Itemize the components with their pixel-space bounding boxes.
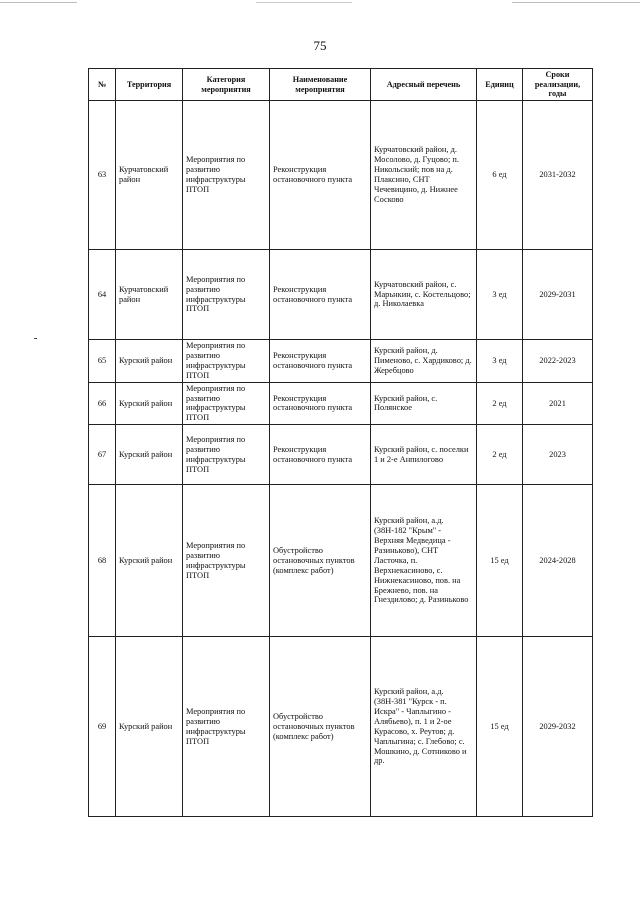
row-units: 3 ед bbox=[477, 340, 523, 383]
column-header-num: № bbox=[89, 69, 116, 101]
row-territory: Курский район bbox=[116, 485, 183, 637]
row-address: Курский район, д. Пименово, с. Хардиково; д. Жеребцово bbox=[371, 340, 477, 383]
row-num: 66 bbox=[89, 382, 116, 425]
table-header-row bbox=[89, 69, 593, 101]
table-row bbox=[89, 250, 593, 340]
column-header-territory: Территория bbox=[116, 69, 183, 101]
page-number: 75 bbox=[313, 38, 327, 53]
row-category: Мероприятия по развитию инфраструктуры ПТОП bbox=[183, 382, 270, 425]
column-header-units: Единиц bbox=[477, 69, 523, 101]
row-address: Курский район, с. поселки 1 и 2-е Анпилогово bbox=[371, 425, 477, 485]
row-name: Реконструкция остановочного пункта bbox=[270, 382, 371, 425]
row-territory: Курский район bbox=[116, 340, 183, 383]
row-units: 3 ед bbox=[477, 250, 523, 340]
row-name: Реконструкция остановочного пункта bbox=[270, 425, 371, 485]
row-num: 69 bbox=[89, 637, 116, 817]
row-territory: Курчатовский район bbox=[116, 250, 183, 340]
row-territory: Курский район bbox=[116, 637, 183, 817]
row-units: 6 ед bbox=[477, 101, 523, 250]
row-address: Курчатовский район, д. Мосолово, д. Гуцово; п. Никольский; пов на д. Плаксино, СНТ Чечевицино, д. Нижнее Сосково bbox=[371, 101, 477, 250]
table-row bbox=[89, 425, 593, 485]
row-territory: Курский район bbox=[116, 382, 183, 425]
row-name: Обустройство остановочных пунктов (комплекс работ) bbox=[270, 485, 371, 637]
row-name: Реконструкция остановочного пункта bbox=[270, 250, 371, 340]
row-territory: Курчатовский район bbox=[116, 101, 183, 250]
row-dates: 2023 bbox=[523, 425, 593, 485]
row-units: 15 ед bbox=[477, 637, 523, 817]
column-header-dates: Сроки реализации, годы bbox=[523, 69, 593, 101]
row-num: 63 bbox=[89, 101, 116, 250]
row-category: Мероприятия по развитию инфраструктуры ПТОП bbox=[183, 485, 270, 637]
row-category: Мероприятия по развитию инфраструктуры ПТОП bbox=[183, 250, 270, 340]
table-row bbox=[89, 101, 593, 250]
row-units: 2 ед bbox=[477, 425, 523, 485]
column-header-address: Адресный перечень bbox=[371, 69, 477, 101]
scan-mark bbox=[34, 338, 37, 339]
scan-edge-line bbox=[0, 2, 640, 3]
row-dates: 2024-2028 bbox=[523, 485, 593, 637]
table-row bbox=[89, 485, 593, 637]
table-row bbox=[89, 637, 593, 817]
row-units: 15 ед bbox=[477, 485, 523, 637]
row-dates: 2021 bbox=[523, 382, 593, 425]
row-dates: 2031-2032 bbox=[523, 101, 593, 250]
row-category: Мероприятия по развитию инфраструктуры ПТОП bbox=[183, 637, 270, 817]
row-address: Курский район, с. Полянское bbox=[371, 382, 477, 425]
table-row bbox=[89, 340, 593, 383]
row-dates: 2029-2032 bbox=[523, 637, 593, 817]
row-name: Реконструкция остановочного пункта bbox=[270, 101, 371, 250]
row-category: Мероприятия по развитию инфраструктуры ПТОП bbox=[183, 340, 270, 383]
row-address: Курский район, а.д. (38Н-182 "Крым" - Верхняя Медведица - Разиньково), СНТ Ласточка, п. Верхнекасиново, с. Нижнекасиново, пов. на Брежнево, пов. на Гнездилово; д. Разиньково bbox=[371, 485, 477, 637]
row-num: 65 bbox=[89, 340, 116, 383]
row-name: Реконструкция остановочного пункта bbox=[270, 340, 371, 383]
row-num: 64 bbox=[89, 250, 116, 340]
column-header-category: Категория мероприятия bbox=[183, 69, 270, 101]
table-row bbox=[89, 382, 593, 425]
row-units: 2 ед bbox=[477, 382, 523, 425]
column-header-name: Наименование мероприятия bbox=[270, 69, 371, 101]
row-address: Курский район, а.д. (38Н-381 "Курск - п. Искра" - Чаплыгино - Алябьево), п. 1 и 2-ое Курасово, х. Реутов; д. Чаплыгина; с. Глебово; с. Мошкино, д. Сотниково и др. bbox=[371, 637, 477, 817]
row-category: Мероприятия по развитию инфраструктуры ПТОП bbox=[183, 425, 270, 485]
row-num: 67 bbox=[89, 425, 116, 485]
row-category: Мероприятия по развитию инфраструктуры ПТОП bbox=[183, 101, 270, 250]
row-name: Обустройство остановочных пунктов (комплекс работ) bbox=[270, 637, 371, 817]
row-territory: Курский район bbox=[116, 425, 183, 485]
row-address: Курчатовский район, с. Марьнкин, с. Костельцово; д. Николаевка bbox=[371, 250, 477, 340]
row-num: 68 bbox=[89, 485, 116, 637]
row-dates: 2022-2023 bbox=[523, 340, 593, 383]
measures-table bbox=[88, 68, 593, 817]
row-dates: 2029-2031 bbox=[523, 250, 593, 340]
